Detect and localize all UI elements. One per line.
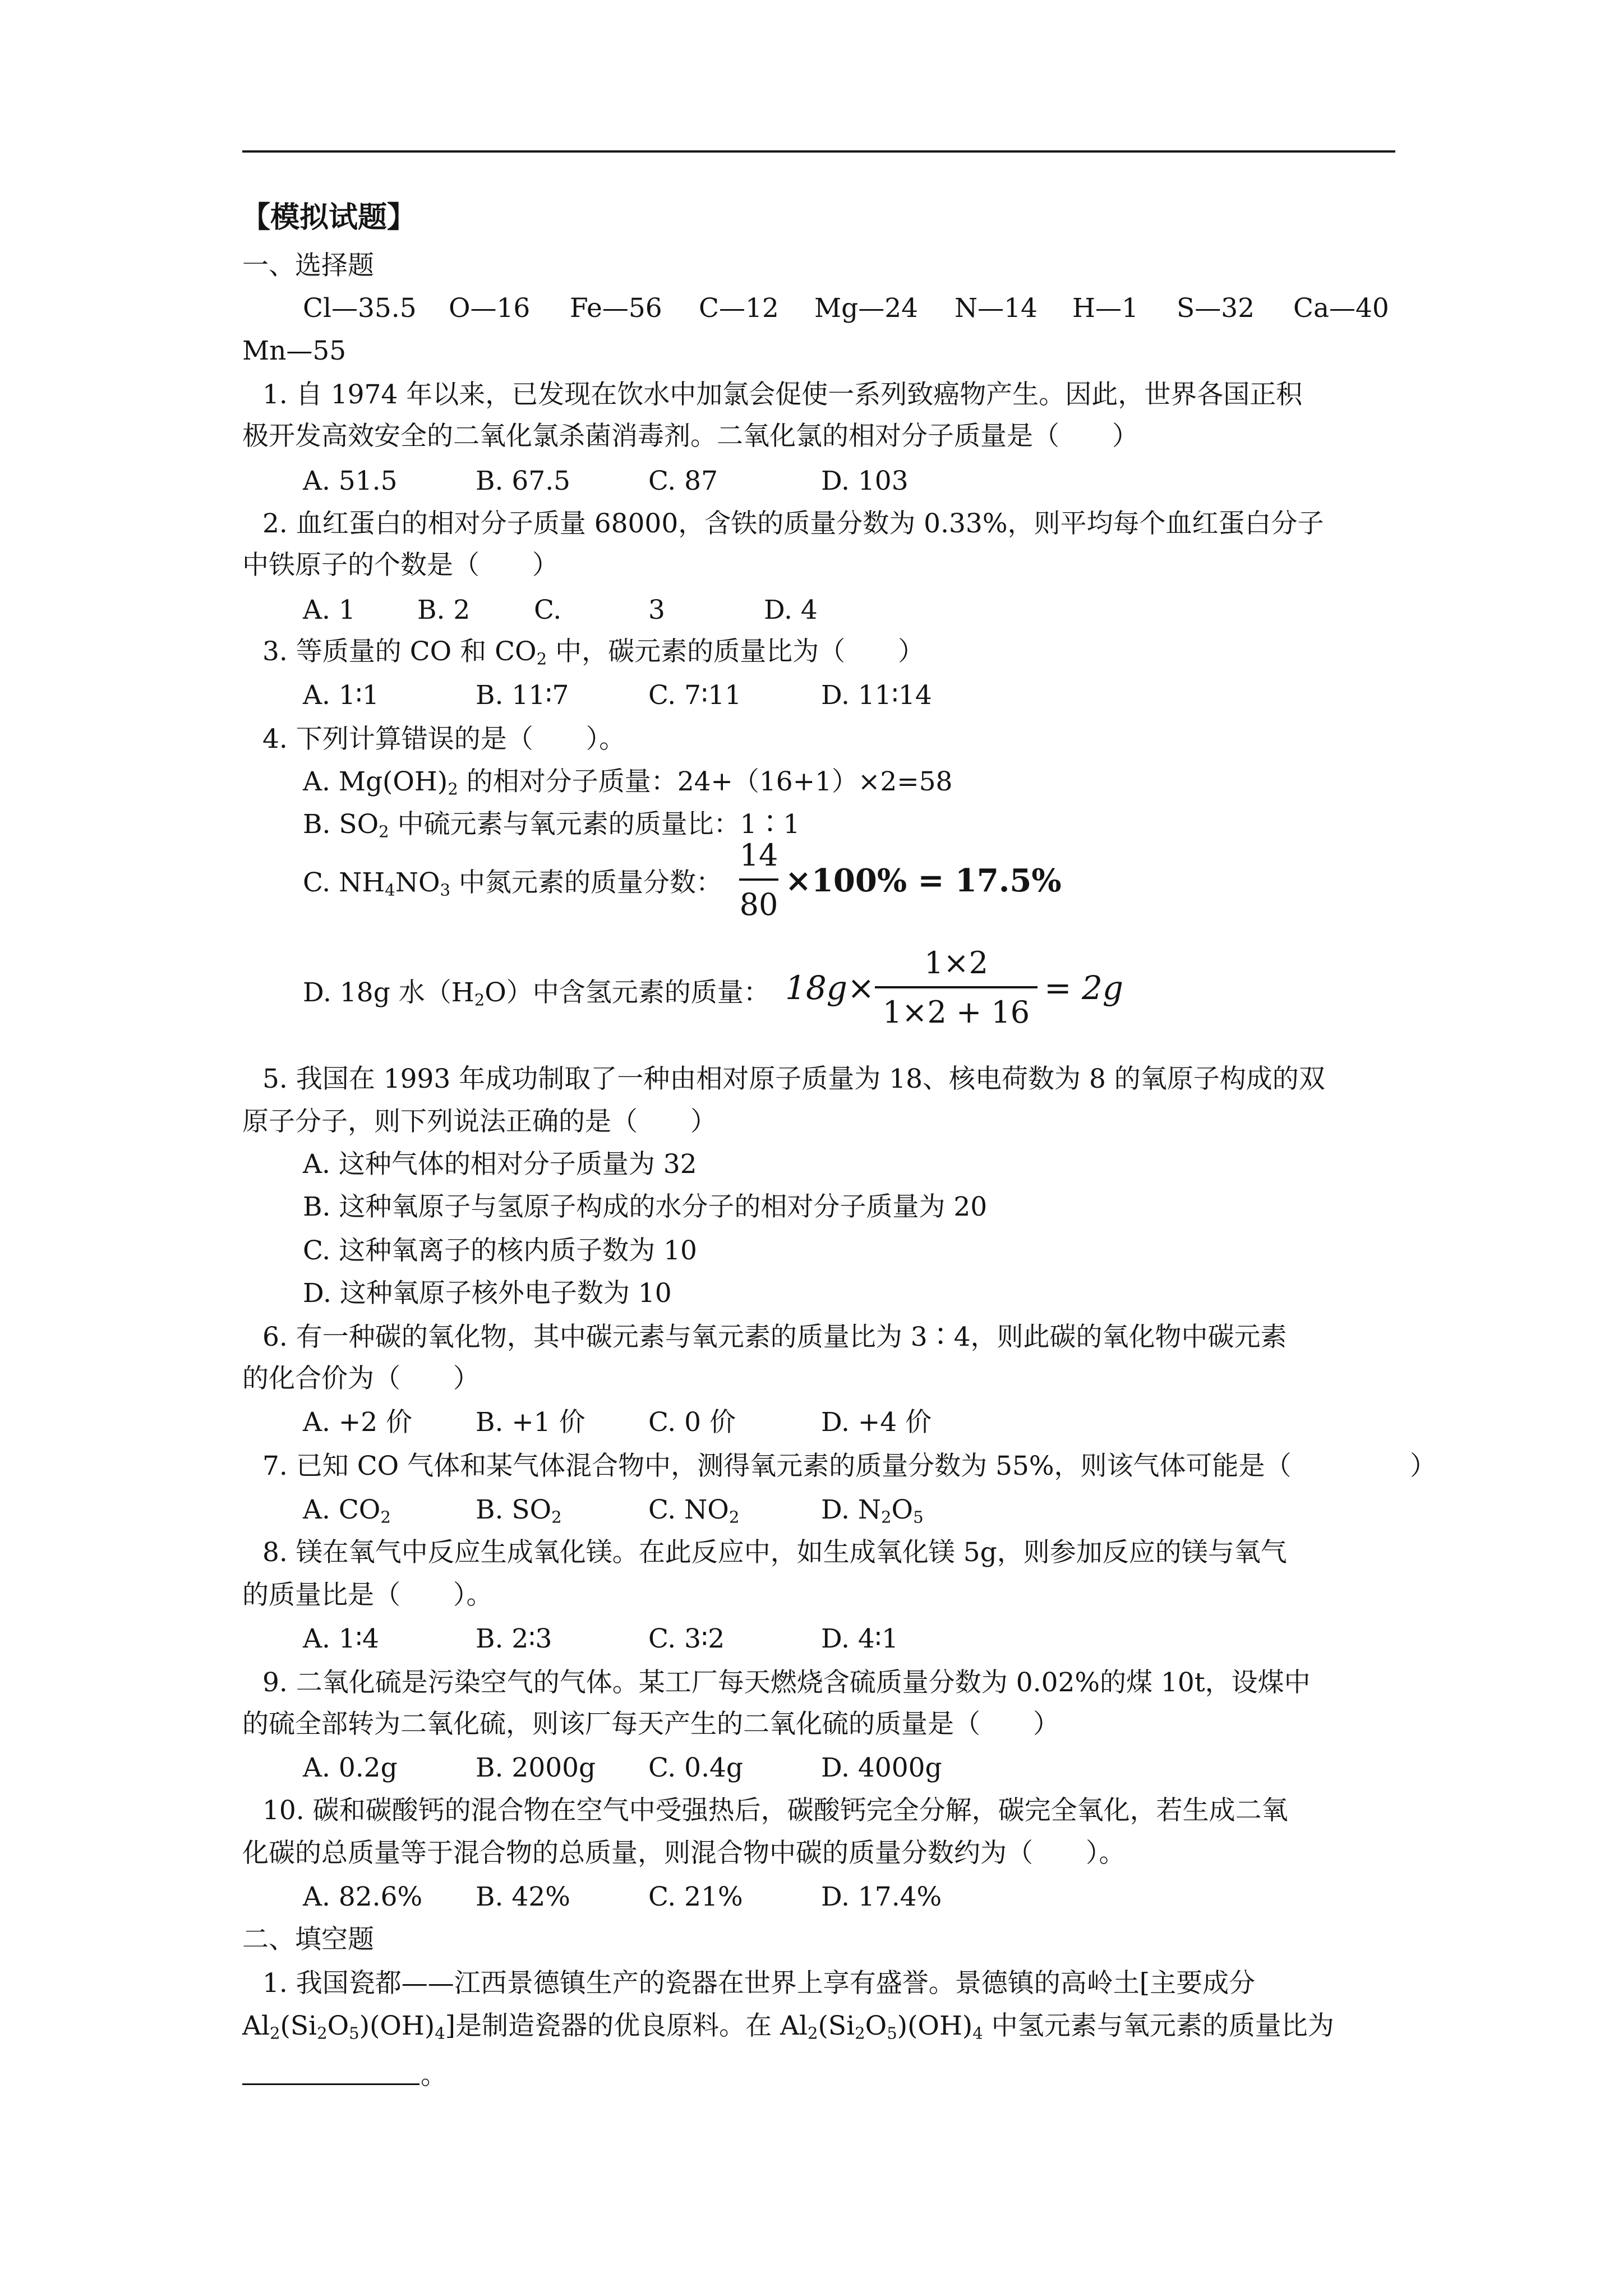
question-close-paren: ） bbox=[1410, 1451, 1436, 1481]
fraction-14-over-80 bbox=[739, 840, 778, 924]
option-b: B. 67.5 bbox=[476, 466, 571, 496]
option-c-value: 3 bbox=[648, 595, 665, 625]
option-c: C. 这种氧离子的核内质子数为 10 bbox=[303, 1235, 697, 1266]
question-text: 8. 镁在氧气中反应生成氧化镁。在此反应中，如生成氧化镁 5g，则参加反应的镁与氧气 bbox=[262, 1537, 1287, 1568]
question-text: 的硫全部转为二氧化硫，则该厂每天产生的二氧化硫的质量是（ ） bbox=[242, 1709, 1059, 1740]
part1-title: 一、选择题 bbox=[242, 250, 374, 281]
option-d: D. +4 价 bbox=[821, 1407, 932, 1438]
option-d: D. 4000g bbox=[821, 1752, 942, 1783]
question-text-end: 。 bbox=[421, 2060, 447, 2091]
part2-title: 二、填空题 bbox=[242, 1924, 374, 1955]
option-d: D. 11∶14 bbox=[821, 680, 932, 711]
question-text: 原子分子，则下列说法正确的是（ ） bbox=[242, 1106, 717, 1137]
question-text: 的化合价为（ ） bbox=[242, 1363, 479, 1394]
option-b: B. $SO_2$ bbox=[476, 1494, 562, 1527]
option-a: A. 1∶1 bbox=[303, 680, 379, 711]
question-text: 4. 下列计算错误的是（ ）。 bbox=[262, 724, 626, 754]
atomic-mass: N—14 bbox=[955, 293, 1038, 324]
option-d: D. 4∶1 bbox=[821, 1623, 898, 1654]
atomic-mass: O—16 bbox=[449, 293, 531, 324]
option-d: D. 18g 水$(H_2O)$中含氢元素的质量： bbox=[303, 977, 770, 1010]
question-text: 的质量比是（ ）。 bbox=[242, 1580, 493, 1611]
option-a: A. 51.5 bbox=[303, 466, 398, 496]
option-d: D. 4 bbox=[764, 595, 818, 625]
fraction-numerator: 1×2 bbox=[924, 945, 988, 981]
question-text: 7. 已知 CO 气体和某气体混合物中，测得氧元素的质量分数为 55%，则该气体可能是（ bbox=[262, 1451, 1292, 1481]
answer-blank[interactable] bbox=[242, 2083, 419, 2085]
option-a: A. 这种气体的相对分子质量为 32 bbox=[303, 1149, 697, 1180]
atomic-mass: Mn—55 bbox=[242, 335, 347, 366]
fraction-numerator: 14 bbox=[739, 838, 778, 873]
option-b: B. $SO_2$ 中硫元素与氧元素的质量比：1∶1 bbox=[303, 809, 800, 841]
atomic-mass: Mg—24 bbox=[814, 293, 919, 324]
question-text: 化碳的总质量等于混合物的总质量，则混合物中碳的质量分数约为（ ）。 bbox=[242, 1838, 1126, 1869]
fraction-bar bbox=[875, 986, 1038, 988]
option-d: D. 103 bbox=[821, 466, 909, 496]
atomic-mass: Ca—40 bbox=[1293, 293, 1389, 324]
question-text: 中铁原子的个数是（ ） bbox=[242, 550, 559, 581]
option-a: A. 82.6% bbox=[303, 1881, 423, 1912]
question-text: $Al_2(Si_2O_5)(OH)_4$]是制造瓷器的优良原料。在 $Al_2(Si_2O_5)(OH)_4$ 中氢元素与氧元素的质量比为 bbox=[242, 2010, 1334, 2043]
option-c: C. 7∶11 bbox=[648, 680, 742, 711]
option-a: A. 1∶4 bbox=[303, 1623, 379, 1654]
option-c: C. $NH_4NO_3$ 中氮元素的质量分数： bbox=[303, 867, 722, 900]
option-c: C. 3∶2 bbox=[648, 1623, 725, 1654]
fraction-denominator: 1×2 + 16 bbox=[882, 995, 1030, 1030]
formula-result: ×100% = 17.5% bbox=[785, 862, 1062, 899]
question-text: 1. 我国瓷都——江西景德镇生产的瓷器在世界上享有盛誉。景德镇的高岭土[主要成分 bbox=[262, 1968, 1256, 1999]
option-a: A. 0.2g bbox=[303, 1752, 398, 1783]
atomic-mass: C—12 bbox=[699, 293, 779, 324]
atomic-mass: S—32 bbox=[1177, 293, 1255, 324]
formula-result: = 2g bbox=[1044, 969, 1124, 1007]
fraction-hydrogen bbox=[875, 945, 1038, 1032]
atomic-mass: H—1 bbox=[1072, 293, 1138, 324]
question-text: 6. 有一种碳的氧化物，其中碳元素与氧元素的质量比为 3∶4，则此碳的氧化物中碳元素 bbox=[262, 1322, 1287, 1352]
fraction-denominator: 80 bbox=[739, 887, 778, 922]
option-b: B. 11∶7 bbox=[476, 680, 569, 711]
question-text: 5. 我国在 1993 年成功制取了一种由相对原子质量为 18、核电荷数为 8 的氧原子构成的双 bbox=[262, 1064, 1325, 1094]
option-b: B. +1 价 bbox=[476, 1407, 585, 1438]
option-c: C. bbox=[534, 595, 562, 625]
option-b: B. 这种氧原子与氢原子构成的水分子的相对分子质量为 20 bbox=[303, 1191, 988, 1222]
question-text: 1. 自 1974 年以来，已发现在饮水中加氯会促使一系列致癌物产生。因此，世界各国正积 bbox=[262, 379, 1303, 410]
option-c: C. 0 价 bbox=[648, 1407, 736, 1438]
option-a: A. +2 价 bbox=[303, 1407, 413, 1438]
atomic-mass: Fe—56 bbox=[570, 293, 662, 324]
fraction-bar bbox=[739, 878, 778, 881]
header-rule bbox=[242, 150, 1395, 153]
option-a: A. 1 bbox=[303, 595, 356, 625]
option-b: B. 2 bbox=[417, 595, 471, 625]
question-text: 极开发高效安全的二氧化氯杀菌消毒剂。二氧化氯的相对分子质量是（ ） bbox=[242, 421, 1138, 452]
question-text: 10. 碳和碳酸钙的混合物在空气中受强热后，碳酸钙完全分解，碳完全氧化，若生成二氧 bbox=[262, 1795, 1288, 1826]
atomic-mass: Cl—35.5 bbox=[303, 293, 417, 324]
question-text: 2. 血红蛋白的相对分子质量 68000，含铁的质量分数为 0.33%，则平均每个血红蛋白分子 bbox=[262, 508, 1324, 539]
section-header: 【模拟试题】 bbox=[241, 200, 417, 234]
option-c: C. 21% bbox=[648, 1881, 743, 1912]
option-d: D. 17.4% bbox=[821, 1881, 942, 1912]
option-b: B. 2∶3 bbox=[476, 1623, 552, 1654]
option-c: C. $NO_2$ bbox=[648, 1494, 740, 1527]
option-c: C. 0.4g bbox=[648, 1752, 743, 1783]
option-a: A. $CO_2$ bbox=[303, 1494, 391, 1527]
option-a: A. $Mg(OH)_2$ 的相对分子质量：24+（16+1）×2=58 bbox=[303, 766, 953, 799]
formula-lead: 18g× bbox=[785, 969, 875, 1007]
option-b: B. 42% bbox=[476, 1881, 570, 1912]
option-b: B. 2000g bbox=[476, 1752, 596, 1783]
question-text: 3. 等质量的 CO 和 $CO_2$ 中，碳元素的质量比为（ ） bbox=[262, 636, 925, 669]
question-text: 9. 二氧化硫是污染空气的气体。某工厂每天燃烧含硫质量分数为 0.02%的煤 10t，设煤中 bbox=[262, 1667, 1311, 1698]
option-d: D. $N_2O_5$ bbox=[821, 1494, 924, 1527]
option-d: D. 这种氧原子核外电子数为 10 bbox=[303, 1278, 672, 1309]
option-c: C. 87 bbox=[648, 466, 718, 496]
